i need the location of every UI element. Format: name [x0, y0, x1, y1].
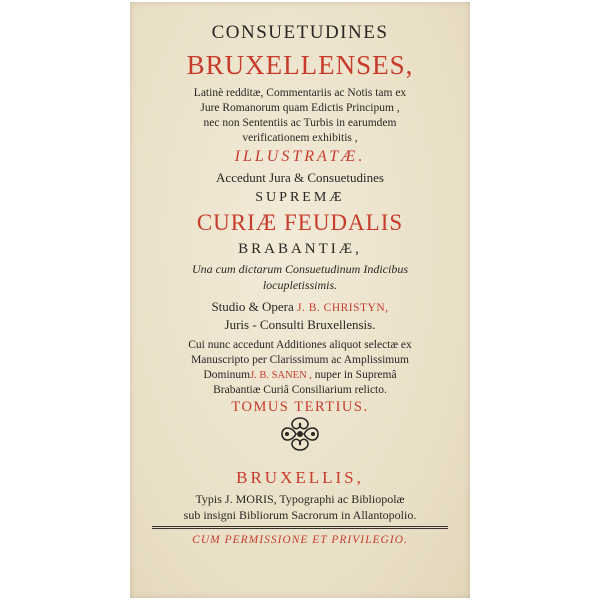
title-line-consuetudines: CONSUETUDINES: [211, 22, 389, 43]
imprint-city: BRUXELLIS,: [236, 468, 364, 487]
subtitle-line-4: verificationem exhibitis ,: [242, 132, 358, 144]
additions-line-1: Cui nunc accedunt Additiones aliquot selectæ ex: [188, 339, 412, 351]
title-page: [130, 2, 470, 598]
imprint-printer-line: Typis J. MORIS, Typographi ac Bibliopolæ: [195, 492, 405, 506]
author-name: J. B. CHRISTYN,: [297, 302, 389, 314]
author-prefix: Studio & Opera: [211, 299, 298, 314]
author-title-line: Juris - Consulti Bruxellensis.: [224, 317, 376, 332]
privilege-line: CUM PERMISSIONE ET PRIVILEGIO.: [192, 534, 408, 546]
title-line-illustratae: ILLUSTRATÆ.: [234, 148, 366, 165]
tomus-tertius: TOMUS TERTIUS.: [231, 399, 369, 415]
imprint-rule: [152, 526, 448, 529]
additions-suffix: nuper in Supremâ: [311, 369, 397, 381]
printers-fleuron-icon: [276, 414, 324, 454]
subtitle-line-3: nec non Sententiis ac Turbis in earumdem: [203, 117, 397, 129]
additions-line-3: [130, 369, 470, 381]
subtitle-line-1: Latinè redditæ, Commentariis ac Notis tam ex: [193, 87, 407, 99]
additions-line-4: Brabantiæ Curiâ Consiliarium relicto.: [213, 384, 387, 396]
additions-line-2: Manuscripto per Clarissimum ac Amplissimum: [191, 354, 409, 366]
subtitle-line-2: Jure Romanorum quam Edictis Principum ,: [200, 102, 400, 114]
title-line-supremae: SUPREMÆ: [255, 190, 345, 205]
author-line: [130, 299, 470, 315]
indices-line-2: locupletissimis.: [262, 278, 338, 292]
additions-prefix: Dominum: [203, 369, 251, 381]
additions-name: J. B. SANEN ,: [250, 370, 312, 381]
title-line-curiae-feudalis: CURIÆ FEUDALIS: [196, 210, 404, 235]
imprint-address-line: sub insigni Bibliorum Sacrorum in Allantopolio.: [183, 508, 417, 522]
title-line-brabantiae: BRABANTIÆ,: [238, 241, 362, 257]
title-line-bruxellenses: BRUXELLENSES,: [186, 50, 414, 80]
indices-line-1: Una cum dictarum Consuetudinum Indicibus: [192, 262, 408, 276]
accedunt-line: Accedunt Jura & Consuetudines: [216, 170, 384, 185]
